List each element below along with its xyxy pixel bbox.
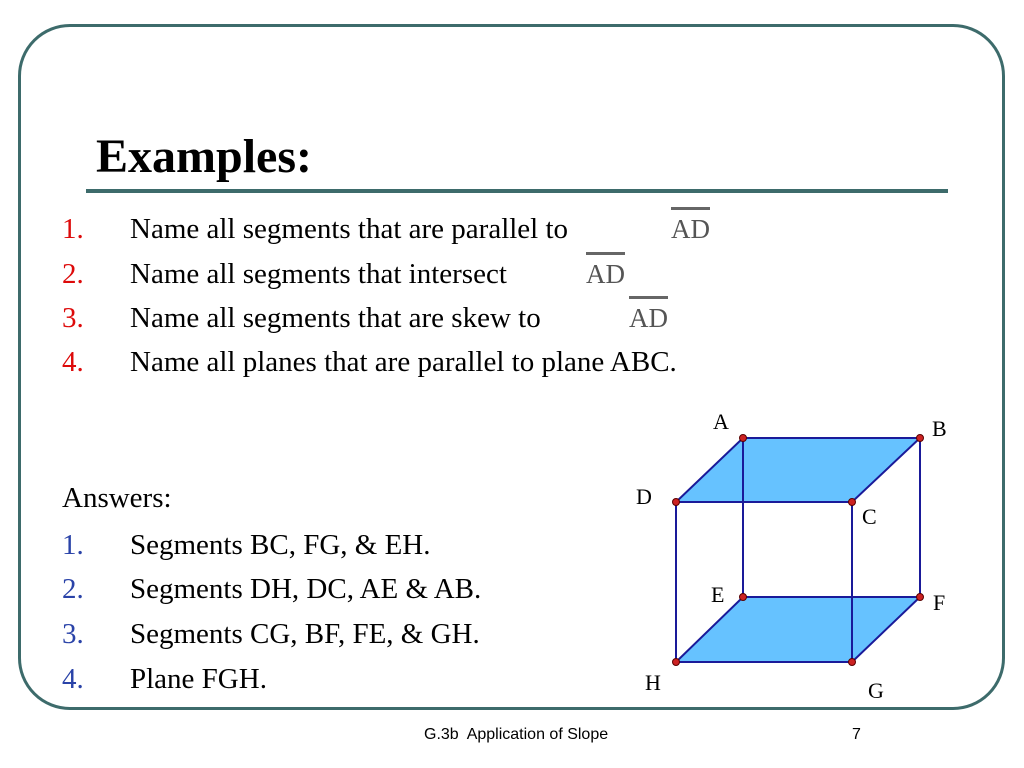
answer-text: Plane FGH. [130,663,267,695]
vertex-e [740,594,747,601]
vertex-label-h: H [645,670,661,695]
answers-heading: Answers: [62,482,172,514]
answer-text: Segments DH, DC, AE & AB. [130,573,482,605]
question-text: Name all segments that are parallel to [130,213,569,245]
page-number: 7 [852,726,861,743]
segment-overbar [671,207,710,210]
vertex-label-e: E [711,582,725,607]
question-number: 1. [62,213,84,245]
cube-diagram [620,400,947,708]
question-text: Name all segments that are skew to [130,302,541,334]
vertex-b [917,435,924,442]
question-text: Name all planes that are parallel to plane ABC. [130,346,677,378]
segment-label: AD [629,298,668,338]
vertex-f [917,594,924,601]
vertex-label-b: B [932,416,947,441]
segment-overbar [629,296,668,299]
answer-text: Segments CG, BF, FE, & GH. [130,618,480,650]
answer-text: Segments BC, FG, & EH. [130,529,431,561]
answer-number: 3. [62,618,84,650]
segment-label: AD [586,254,625,294]
vertex-label-c: C [862,504,877,529]
vertex-label-d: D [636,484,652,509]
vertex-a [740,435,747,442]
answer-number: 2. [62,573,84,605]
segment-overbar [586,252,625,255]
vertex-label-f: F [933,590,946,615]
question-number: 2. [62,258,84,290]
vertex-label-g: G [868,678,884,703]
answer-number: 4. [62,663,84,695]
vertex-g [849,659,856,666]
question-text: Name all segments that intersect [130,258,507,290]
question-2 [0,254,1000,294]
top-face [676,438,920,502]
vertex-label-a: A [713,409,729,434]
slide-title: Examples: [96,130,312,183]
segment-label: AD [671,209,710,249]
vertex-d [673,499,680,506]
vertex-h [673,659,680,666]
title-underline [86,189,948,193]
question-1 [0,209,1000,249]
vertex-c [849,499,856,506]
question-number: 3. [62,302,84,334]
question-3 [0,298,1000,338]
question-number: 4. [62,346,84,378]
footer-title: G.3b Application of Slope [424,726,609,743]
question-4 [0,342,1000,382]
answer-number: 1. [62,529,84,561]
